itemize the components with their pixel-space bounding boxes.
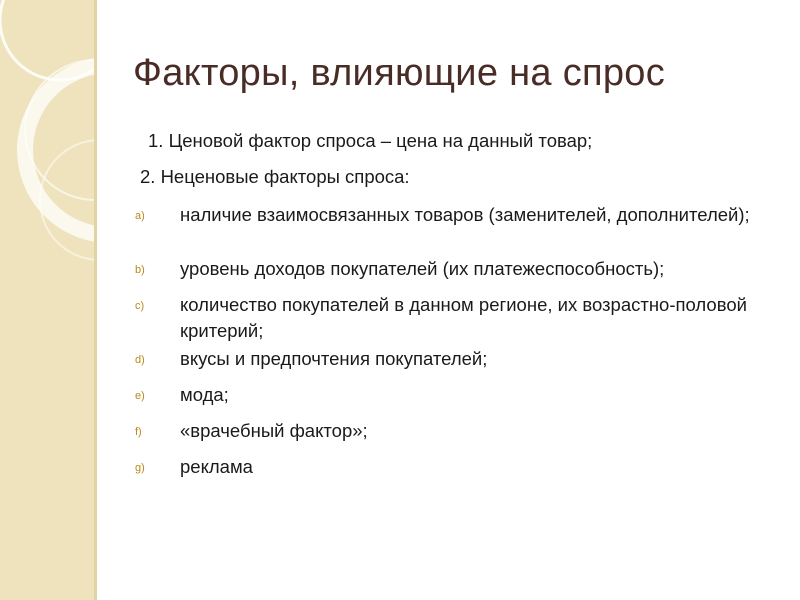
list-marker: g) [135,462,145,474]
list-item-text: вкусы и предпочтения покупателей; [180,348,488,369]
decorative-sidebar [0,0,94,600]
list-marker: c) [135,300,145,312]
list-item-text: «врачебный фактор»; [180,420,368,441]
list-marker: f) [135,426,142,438]
list-marker: e) [135,390,145,402]
sidebar-edge [94,0,97,600]
list-marker: d) [135,354,145,366]
list-item-text: мода; [180,384,229,405]
list-marker: a) [135,210,145,222]
slide-title: Факторы, влияющие на спрос [133,52,666,94]
list-item-text: реклама [180,456,253,477]
circle-decoration [0,0,94,600]
intro-line-price-factor: 1. Ценовой фактор спроса – цена на данный товар; [148,130,593,151]
intro-line-nonprice-factors: 2. Неценовые факторы спроса: [140,166,410,187]
list-item-text: уровень доходов покупателей (их платежеспособность); [180,258,665,279]
list-item-text: наличие взаимосвязанных товаров (заменителей, дополнителей); [180,204,750,225]
list-marker: b) [135,264,145,276]
list-item-text: количество покупателей в данном регионе, их возрастно-половой критерий; [180,294,747,341]
